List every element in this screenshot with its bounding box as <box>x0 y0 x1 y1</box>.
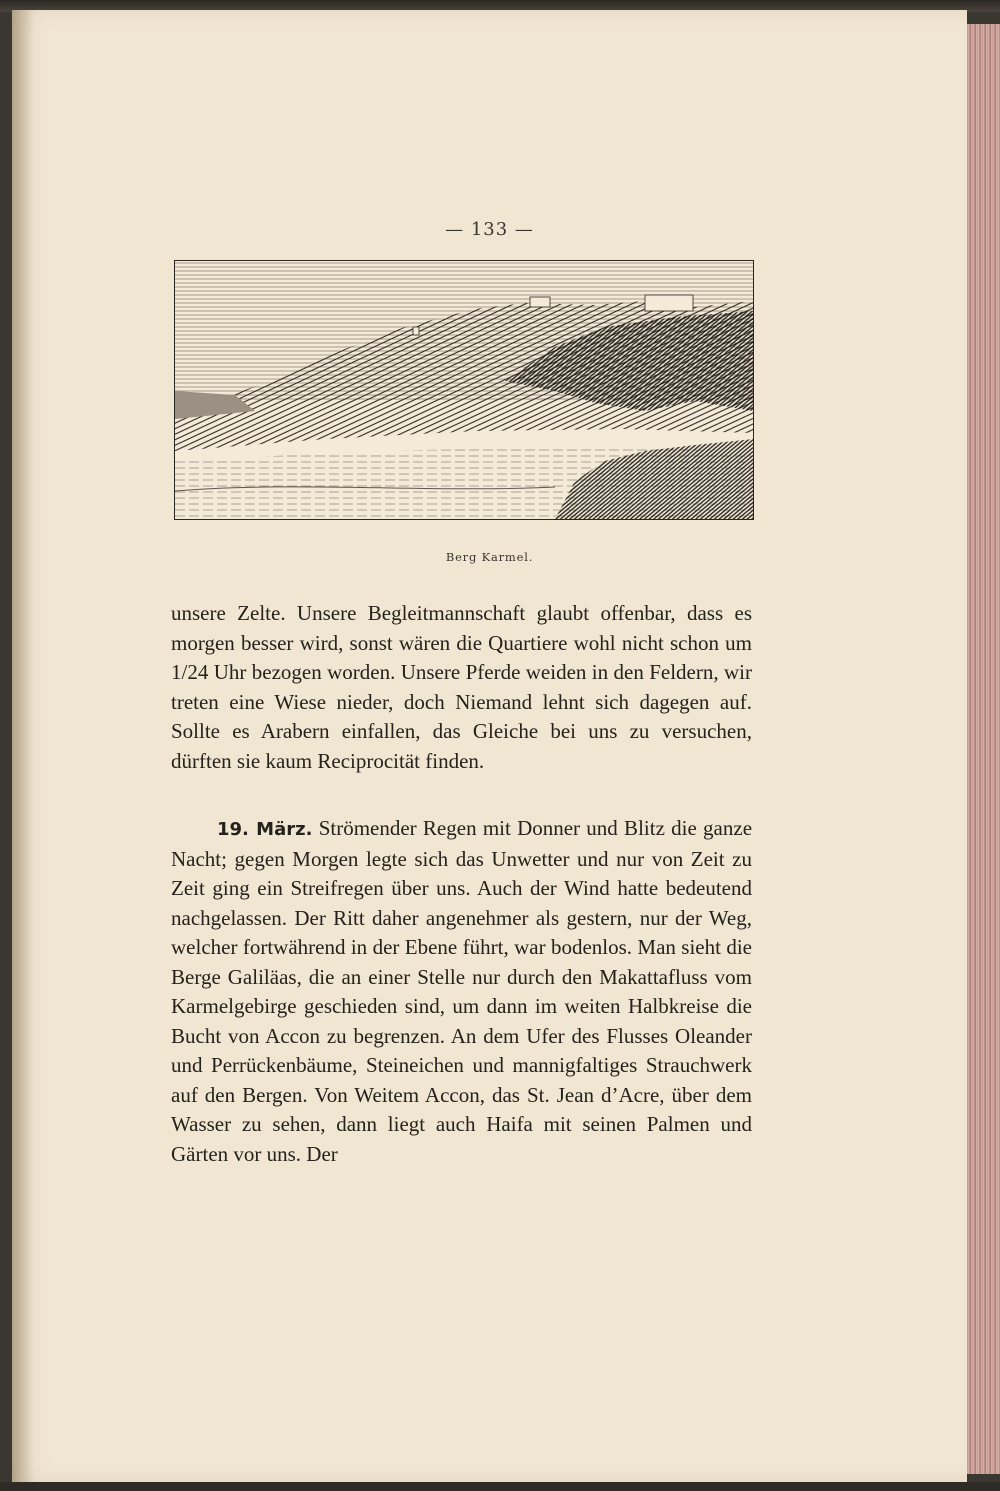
paragraph-2 <box>171 814 752 1169</box>
diary-date-heading: 19. März. <box>217 819 313 840</box>
paragraph-1-text: unsere Zelte. Unsere Begleitmannschaft glaubt offenbar, dass es morgen besser wird, sonst wären die Quartiere wohl nicht schon um 1/24 Uhr bezogen worden. Unsere Pferde weiden in den Feldern, wir treten eine Wiese nieder, doch Niemand lehnt sich dagegen auf. Sollte es Arabern einfallen, das Gleiche bei uns zu versuchen, dürften sie kaum Reciprocität finden. <box>171 601 752 773</box>
mount-carmel-engraving <box>174 260 754 520</box>
figure-caption: Berg Karmel. <box>445 550 534 564</box>
paragraph-2-text: Strömender Regen mit Donner und Blitz die ganze Nacht; gegen Morgen legte sich das Unwetter und nur von Zeit zu Zeit ging ein Streifregen über uns. Auch der Wind hatte bedeutend nachgelassen. Der Ritt daher angenehmer als gestern, nur der Weg, welcher fortwährend in der Ebene führt, war bodenlos. Man sieht die Berge Galiläas, die an einer Stelle nur durch den Makattafluss vom Karmelgebirge geschieden sind, um dann im weiten Halbkreise die Bucht von Accon zu begrenzen. An dem Ufer des Flusses Oleander und Perrückenbäume, Steineichen und mannigfaltiges Strauchwerk auf den Bergen. Von Weitem Accon, das St. Jean d’Acre, über dem Wasser zu sehen, dann liegt auch Haifa mit seinen Palmen und Gärten vor uns. Der <box>171 816 753 1166</box>
page-block-edges <box>967 24 1000 1474</box>
book-bottom-edge <box>0 1482 1000 1491</box>
engraving-illustration <box>175 261 753 519</box>
book-page <box>12 10 967 1482</box>
paragraph-1 <box>171 599 752 776</box>
page-number: — 133 — <box>445 219 534 240</box>
